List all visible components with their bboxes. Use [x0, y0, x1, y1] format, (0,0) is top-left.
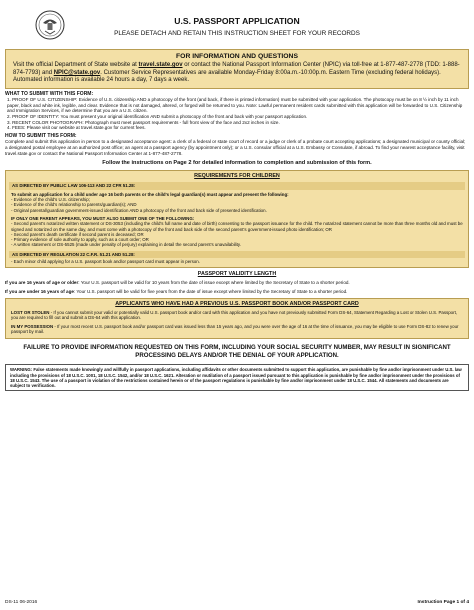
minor-appear-text: - Each minor child applying for a U.S. passport book and/or passport card must appear in person.: [11, 259, 200, 265]
failure-notice: FAILURE TO PROVIDE INFORMATION REQUESTED ON THIS FORM, INCLUDING YOUR SOCIAL SECURITY NUMBER, MAY RESULT IN SIGNIFICANT PROCESSING DELAYS AND/OR THE DENIAL OF YOUR APPLICATION.: [23, 344, 451, 360]
one-parent-list-item: - Second parent's death certificate if second parent is deceased; OR: [11, 231, 144, 237]
info-heading: FOR INFORMATION AND QUESTIONS: [176, 53, 298, 60]
in-possession-paragraph: [11, 324, 463, 335]
lost-or-stolen-label: LOST OR STOLEN: [11, 309, 50, 315]
how-to-submit-text: Complete and submit this application in person to a designated acceptance agent: a clerk of a federal or state court of record or a judge or clerk of a probate court accepting applications; a designated municipal or county official; a designated postal employee at an authorized post office; an agent at a passport agency (by appointment only); or a U.S. consular official at a U.S. Embassy or Consulate, if abroad. To find your nearest acceptance facility, visit travel.state.gov or contact the National Passport Information Center at 1-877-487-2778.: [5, 139, 466, 156]
children-list-item: - Evidence of the child's U.S. citizenship;: [11, 197, 90, 203]
npic-email-link[interactable]: NPIC@state.gov: [53, 69, 101, 76]
info-text-3: . Customer Service Representatives are available Monday-Friday 8:00a.m.-10:00p.m. Eastern Time (excluding federal holidays). Automated information is available 24 hours a day, 7 days a week.: [13, 69, 441, 84]
info-text-2: or contact the National Passport Information Center (NPIC) via toll-free at 1-877-487-2778 (TDD: 1-888-874-7793) and: [13, 62, 460, 76]
submit-item-identity: 2. PROOF OF IDENTITY: You must present your original identification AND submit a photocopy of the front and back with your passport application.: [7, 114, 308, 119]
public-law-band: AS DIRECTED BY PUBLIC LAW 106-113 AND 22 CFR 51.28:: [9, 182, 465, 189]
submit-item-fees: 4. FEES: Please visit our website at travel.state.gov for current fees.: [7, 125, 146, 131]
passport-validity-section: [5, 272, 469, 294]
page-title: U.S. PASSPORT APPLICATION: [174, 16, 300, 26]
info-box: [5, 49, 469, 89]
follow-instructions-note: Follow the instructions on Page 2 for detailed information to completion and submission of this form.: [102, 160, 372, 167]
regulation-band: AS DIRECTED BY REGULATION 22 C.F.R. 51.21 AND 51.28:: [9, 251, 465, 258]
one-parent-list-item: - A written statement or DS-5525 (made under penalty of perjury) explaining in detail the second parent's unavailability.: [11, 242, 241, 248]
how-to-submit-heading: HOW TO SUBMIT THIS FORM:: [5, 132, 77, 139]
validity-adult: [5, 280, 469, 286]
validity-adult-text: : Your U.S. passport will be valid for 10 years from the date of issue except where limited by the Secretary of State to a shorter period.: [78, 280, 350, 286]
previous-passport-heading: APPLICANTS WHO HAVE HAD A PREVIOUS U.S. PASSPORT BOOK AND/OR PASSPORT CARD: [115, 301, 359, 308]
warning-box: WARNING: False statements made knowingly and willfully in passport applications, including affidavits or other documents submitted to support this application, are punishable by fine and/or imprisonment under U.S. law including the provisions of 18 U.S.C. 1001, 18 U.S.C. 1542, and/or 18 U.S.C. 1621. Alteration or mutilation of a passport issued pursuant to this application is punishable by fine and/or imprisonment under the provisions of 18 U.S.C. 1543. The use of a passport in violation of the restrictions contained herein or of the passport regulations is punishable by fine and/or imprisonment under 18 U.S.C. 1544. All statements and documents are subject to verification.: [5, 364, 469, 391]
children-requirements-box: [5, 170, 469, 268]
footer: [5, 600, 469, 605]
children-intro: To submit an application for a child under age 16 both parents or the child's legal guardian(s) must appear and present the following:: [11, 191, 289, 197]
children-heading: REQUIREMENTS FOR CHILDREN: [194, 173, 280, 180]
in-possession-text: - If your most recent U.S. passport book and/or passport card was issued less than 15 years ago, and you were over the age of 16 at the time of issuance, you may be eligible to use Form DS-82 to renew your passport by mail.: [11, 323, 459, 335]
one-parent-heading: IF ONLY ONE PARENT APPEARS, YOU MUST ALSO SUBMIT ONE OF THE FOLLOWING:: [11, 215, 195, 221]
in-possession-label: IN MY POSSESSION: [11, 323, 54, 329]
travel-state-gov-link[interactable]: travel.state.gov: [138, 62, 183, 69]
lost-or-stolen-text: - If you cannot submit your valid or potentially valid U.S. passport book and/or card with this application and you have not previously submitted Form DS-64, Statement Regarding a Lost or Stolen U.S. Passport, you are required to fill out and submit a DS-64 with this application.: [11, 309, 458, 321]
lost-or-stolen-paragraph: [11, 310, 463, 321]
page-subtitle: PLEASE DETACH AND RETAIN THIS INSTRUCTION SHEET FOR YOUR RECORDS: [114, 30, 360, 37]
validity-minor-text: : Your U.S. passport will be valid for five years from the date of issue except where limited by the Secretary of State to a shorter period.: [73, 288, 348, 294]
validity-adult-label: If you are 16 years of age or older: [5, 280, 79, 286]
children-list-item: - Original parental/guardian government-issued identification AND a photocopy of the front and back side of presented identification.: [11, 207, 267, 213]
page-indicator: Instruction Page 1 of 4: [417, 600, 469, 605]
what-to-submit-section: [5, 92, 469, 131]
submit-item-photo: 3. RECENT COLOR PHOTOGRAPH: Photograph must meet passport requirements - full front view of the face and 2x2 inches in size.: [7, 119, 280, 125]
validity-minor-label: If you are under 16 years of age: [5, 288, 74, 294]
previous-passport-box: [5, 298, 469, 339]
children-list-item: - Evidence of the child's relationship to parents/guardian(s); AND: [11, 202, 137, 208]
one-parent-list-item: - Primary evidence of sole authority to apply, such as a court order; OR: [11, 237, 149, 243]
submit-item-citizenship: 1. PROOF OF U.S. CITIZENSHIP: Evidence of U.S. citizenship AND a photocopy of the front (and back, if there is printed information) must be submitted with your application. The photocopy must be on 8 ½ inch by 11 inch paper, black and white ink, legible, and clear. Evidence that is not damaged, altered, or forged will be returned to you. Note: Lawful permanent resident cards submitted with this application will be forwarded to U.S. Citizenship and Immigration Services, if we determine that you are a U.S. citizen.: [7, 97, 463, 114]
info-text-1: Visit the official Department of State website at: [13, 62, 137, 69]
validity-heading: PASSPORT VALIDITY LENGTH: [197, 271, 277, 278]
one-parent-list-item: - Second parent's notarized written statement or DS-3053 (including the child's full name and date of birth) consenting to the passport issuance for the child. The notarized statement cannot be more than three months old and must be signed and notarized on the same day, and must come with a photocopy of the front and back side of the second parent's government-issued photo identification; OR: [11, 221, 463, 232]
form-id: DS-11 06-2016: [5, 600, 38, 605]
how-to-submit-section: [5, 134, 469, 156]
what-to-submit-heading: WHAT TO SUBMIT WITH THIS FORM:: [5, 90, 94, 97]
validity-minor: [5, 289, 469, 295]
header: [5, 6, 469, 46]
